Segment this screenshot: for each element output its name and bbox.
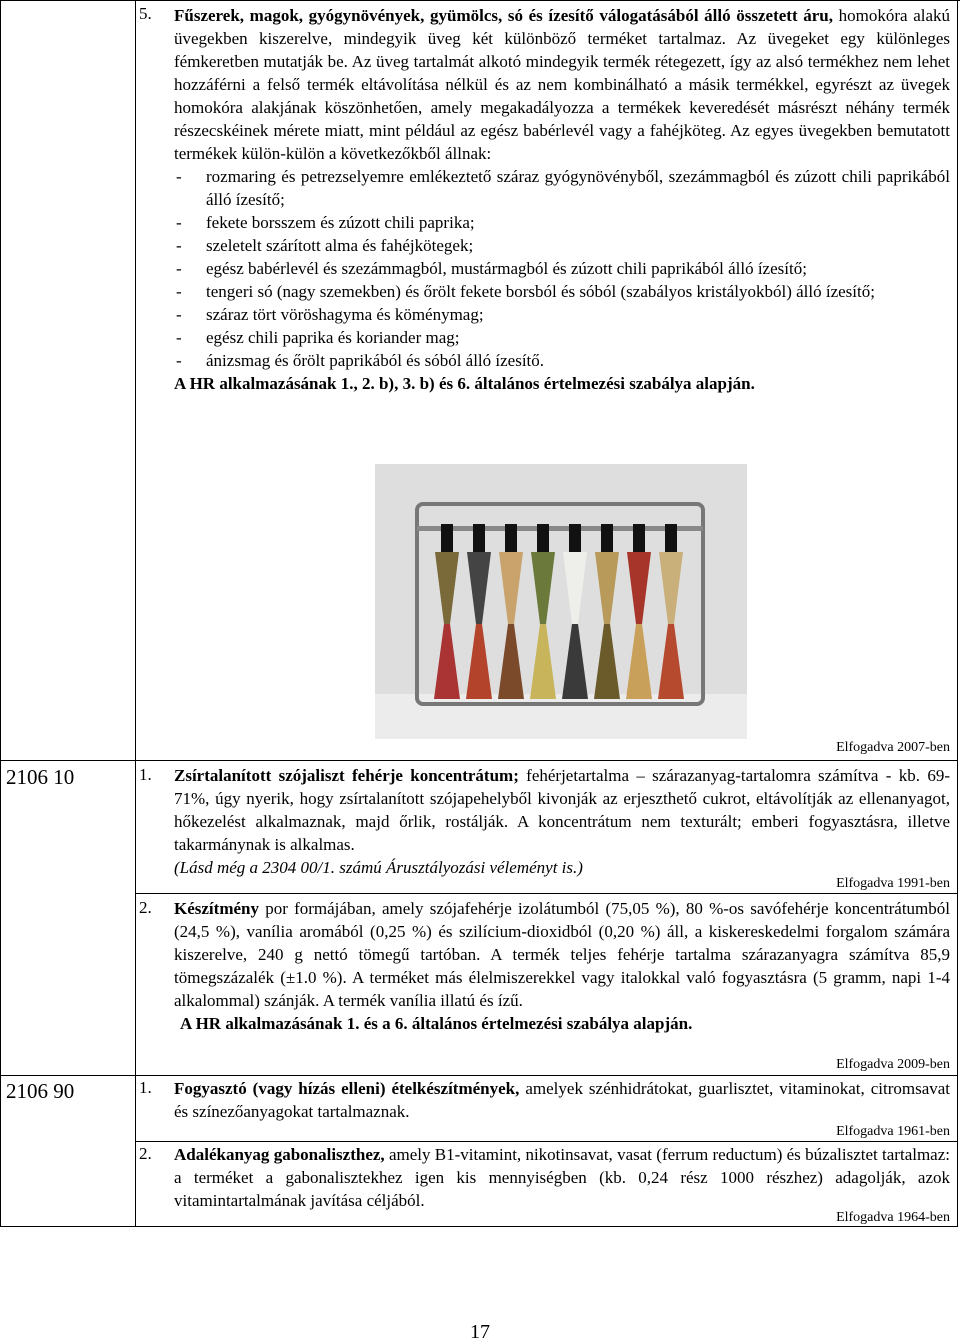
sub-row-divider (135, 893, 958, 894)
hs-code: 2106 90 (6, 1079, 75, 1103)
bottle-cap (601, 524, 613, 552)
entry-number: 2. (139, 898, 152, 917)
entry-text (174, 897, 950, 1035)
adopted-date: Elfogadva 2009-ben (836, 1057, 950, 1072)
adopted-date: Elfogadva 2007-ben (836, 740, 950, 755)
entry-description: amely B1-vitamint, nikotinsavat, vasat (ferrum reductum) és búzalisztet tartalmaz: a terméket a gabonalisztekhez igen kis mennyiségben (kb. 0,24 rész 1000 részhez) adagolják, azok vitamintartalmának javítása céljából. (174, 1145, 950, 1210)
entry-description: por formájában, amely szójafehérje izolátumból (75,05 %), 80 %-os savófehérje koncentrátumból (24,5 %), vanília aromából (0,25 %) és szilícium-dioxidból (0,20 %) áll, a kiskereskedelmi forgalom számára kiszerelve, 240 g nettó tömegű tartóban. A termék teljes fehérje tartalma szárazanyagra számítva 85,9 tömegszázalék (±1.0 %). A terméket más élelmiszerekkel vagy italokkal való fogyasztásra (5 gramm, napi 1-4 alkalommal) szánják. A termék vanília illatú és ízű. (174, 899, 950, 1010)
row-divider (0, 1075, 958, 1076)
bottle-cap (441, 524, 453, 552)
entry-number: 1. (139, 765, 152, 784)
entry-title: Zsírtalanított szójaliszt fehérje koncentrátum; (174, 766, 519, 785)
cross-reference-note: (Lásd még a 2304 00/1. számú Árusztályozási véleményt is.) (174, 858, 583, 877)
entry-number: 5. (139, 4, 152, 23)
list-item: - fekete borsszem és zúzott chili paprika; (174, 211, 950, 234)
table-left-border (0, 0, 1, 1226)
list-item: - egész chili paprika és koriander mag; (174, 326, 950, 349)
entry-text (174, 1077, 950, 1123)
bottle-cap (505, 524, 517, 552)
adopted-date: Elfogadva 1961-ben (836, 1124, 950, 1139)
spice-rack-illustration (375, 464, 747, 739)
bottle-cap (537, 524, 549, 552)
adopted-date: Elfogadva 1964-ben (836, 1210, 950, 1225)
spice-rack-photo (375, 464, 747, 739)
adopted-date: Elfogadva 1991-ben (836, 876, 950, 891)
table-top-border (0, 0, 960, 1)
entry-text (174, 1143, 950, 1212)
classification-rule: A HR alkalmazásának 1. és a 6. általános értelmezési szabálya alapján. (180, 1014, 693, 1033)
hs-code: 2106 10 (6, 765, 75, 789)
entry-number: 2. (139, 1144, 152, 1163)
entry-text (174, 764, 950, 879)
list-item: - egész babérlevél és szezámmagból, mustármagból és zúzott chili paprikából álló ízesítő; (174, 257, 950, 280)
list-item: - száraz tört vöröshagyma és köménymag; (174, 303, 950, 326)
table-right-border (957, 0, 958, 1226)
bottle-cap (665, 524, 677, 552)
list-item: - ánizsmag és őrölt paprikából és sóból álló ízesítő. (174, 349, 950, 372)
entry-text (174, 4, 950, 395)
entry-title: Fűszerek, magok, gyógynövények, gyümölcs, só és ízesítő válogatásából álló összetett áru, (174, 6, 833, 25)
entry-number: 1. (139, 1078, 152, 1097)
entry-title: Fogyasztó (vagy hízás elleni) ételkészítmények, (174, 1079, 520, 1098)
entry-description: fehérjetartalma – szárazanyag-tartalomra számítva - kb. 69-71%, úgy nyerik, hogy zsírtalanított szójapehelyből kivonják az erjeszthető cukrot, eltávolítják az ellenanyagot, hőkezelést alkalmaznak, majd őrlik, rostálják. A koncentrátum nem texturált; emberi fogyasztásra, illetve takarmánynak is alkalmas. (174, 766, 950, 854)
bottle-cap (633, 524, 645, 552)
entry-title: Adalékanyag gabonaliszthez, (174, 1145, 385, 1164)
bottle-cap (473, 524, 485, 552)
table-column-divider (135, 0, 136, 1226)
list-item: - rozmaring és petrezselyemre emlékeztető száraz gyógynövényből, szezámmagból és zúzott chili paprikából álló ízesítő; (174, 165, 950, 211)
classification-rule: A HR alkalmazásának 1., 2. b), 3. b) és 6. általános értelmezési szabálya alapján. (174, 374, 755, 393)
entry-description: amelyek szénhidrátokat, guarlisztet, vitaminokat, citromsavat és színezőanyagokat tartalmaznak. (174, 1079, 951, 1121)
page-number: 17 (470, 1321, 490, 1343)
entry-title: Készítmény (174, 899, 259, 918)
list-item: - tengeri só (nagy szemekben) és őrölt fekete borsból és sóból (szabályos kristályokból) álló ízesítő; (174, 280, 950, 303)
sub-row-divider (135, 1141, 958, 1142)
table-bottom-border (0, 1226, 958, 1227)
product-list (174, 165, 950, 372)
entry-description: homokóra alakú üvegekben kiszerelve, mindegyik üveg két különböző terméket tartalmaz. Az üvegeket egy különleges fémkeretben mutatják be. Az üveg tartalmát alkotó mindegyik termék rétegezett, így az alsó termékhez nem lehet hozzáférni a felső termék eltávolítása nélkül és az nem kombinálható a másik termékkel, egyrészt az üvegek homokóra alakjának köszönhetően, amely megakadályozza a termékek keveredését másrészt néhány termék részecskéinek mérete miatt, mint például az egész babérlevél vagy a fahéjköteg. Az egyes üvegekben bemutatott termékek külön-külön a következőkből állnak: (174, 6, 951, 163)
bottle-cap (569, 524, 581, 552)
list-item: - szeletelt szárított alma és fahéjkötegek; (174, 234, 950, 257)
row-divider (0, 760, 958, 761)
